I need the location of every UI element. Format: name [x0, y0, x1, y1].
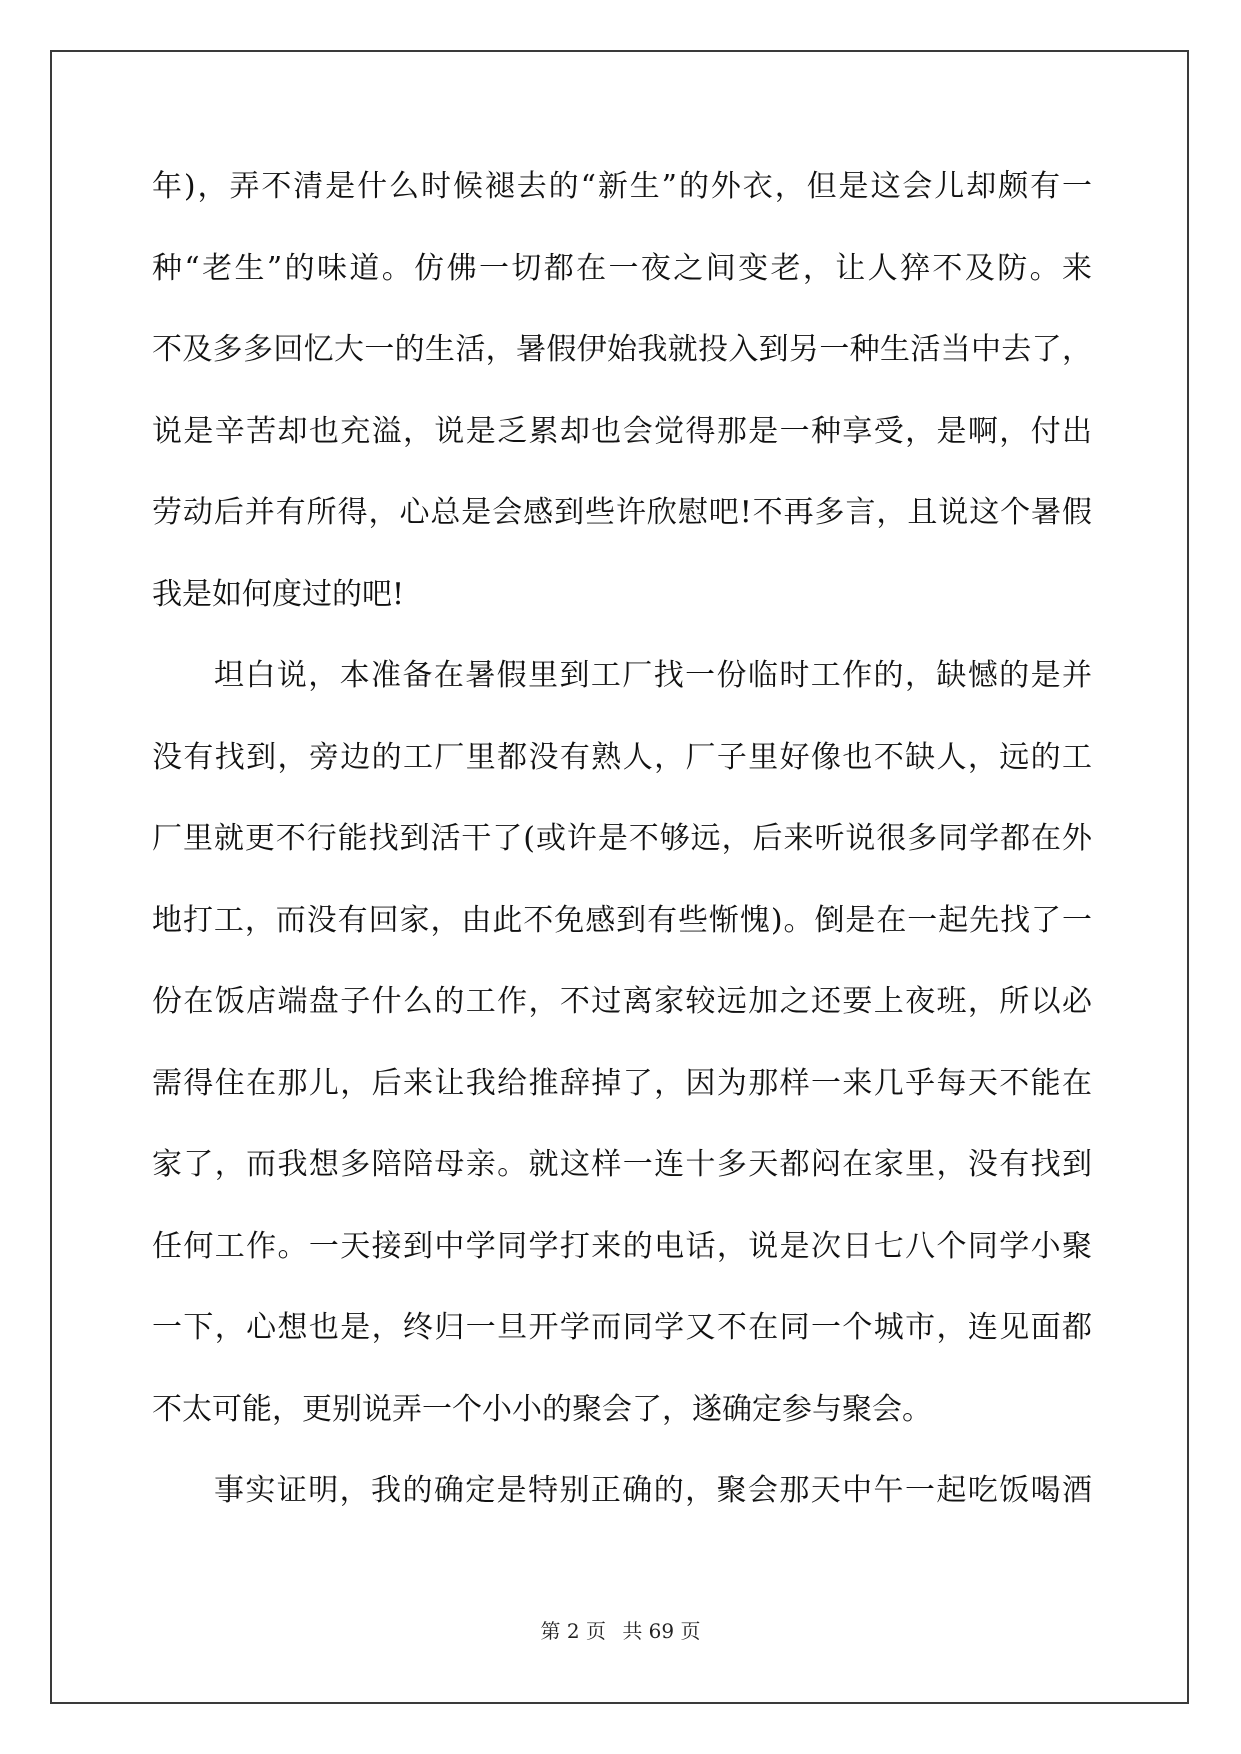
page-total: 共 69 页	[622, 1619, 701, 1643]
text-line: 地打工，而没有回家，由此不免感到有些惭愧)。倒是在一起先找了一	[152, 902, 1092, 938]
text-line: 需得住在那儿，后来让我给推辞掉了，因为那样一来几乎每天不能在	[152, 1065, 1092, 1101]
text-line: 不及多多回忆大一的生活，暑假伊始我就投入到另一种生活当中去了，	[152, 332, 1092, 367]
text-line: 没有找到，旁边的工厂里都没有熟人，厂子里好像也不缺人，远的工	[152, 739, 1092, 775]
text-line: 年)，弄不清是什么时候褪去的“新生”的外衣，但是这会儿却颇有一	[152, 169, 1092, 204]
page-footer	[0, 1615, 1241, 1644]
page-number: 第 2 页	[540, 1619, 606, 1643]
text-line: 种“老生”的味道。仿佛一切都在一夜之间变老，让人猝不及防。来	[152, 250, 1092, 286]
document-body	[152, 162, 1092, 1548]
text-line: 我是如何度过的吧!	[152, 576, 405, 612]
paragraph-first-line: 坦白说，本准备在暑假里到工厂找一份临时工作的，缺憾的是并	[214, 658, 1092, 693]
text-line: 份在饭店端盘子什么的工作，不过离家较远加之还要上夜班，所以必	[152, 984, 1092, 1019]
text-line: 一下，心想也是，终归一旦开学而同学又不在同一个城市，连见面都	[152, 1310, 1092, 1345]
paragraph-first-line: 事实证明，我的确定是特别正确的，聚会那天中午一起吃饭喝酒	[214, 1473, 1092, 1508]
text-line: 厂里就更不行能找到活干了(或许是不够远，后来听说很多同学都在外	[152, 821, 1092, 856]
text-line: 说是辛苦却也充溢，说是乏累却也会觉得那是一种享受，是啊，付出	[152, 413, 1092, 449]
text-line: 不太可能，更别说弄一个小小的聚会了，遂确定参与聚会。	[152, 1391, 932, 1427]
text-line: 任何工作。一天接到中学同学打来的电话，说是次日七八个同学小聚	[152, 1228, 1092, 1264]
text-line: 劳动后并有所得，心总是会感到些许欣慰吧!不再多言，且说这个暑假	[152, 495, 1092, 530]
text-line: 家了，而我想多陪陪母亲。就这样一连十多天都闷在家里，没有找到	[152, 1147, 1092, 1182]
